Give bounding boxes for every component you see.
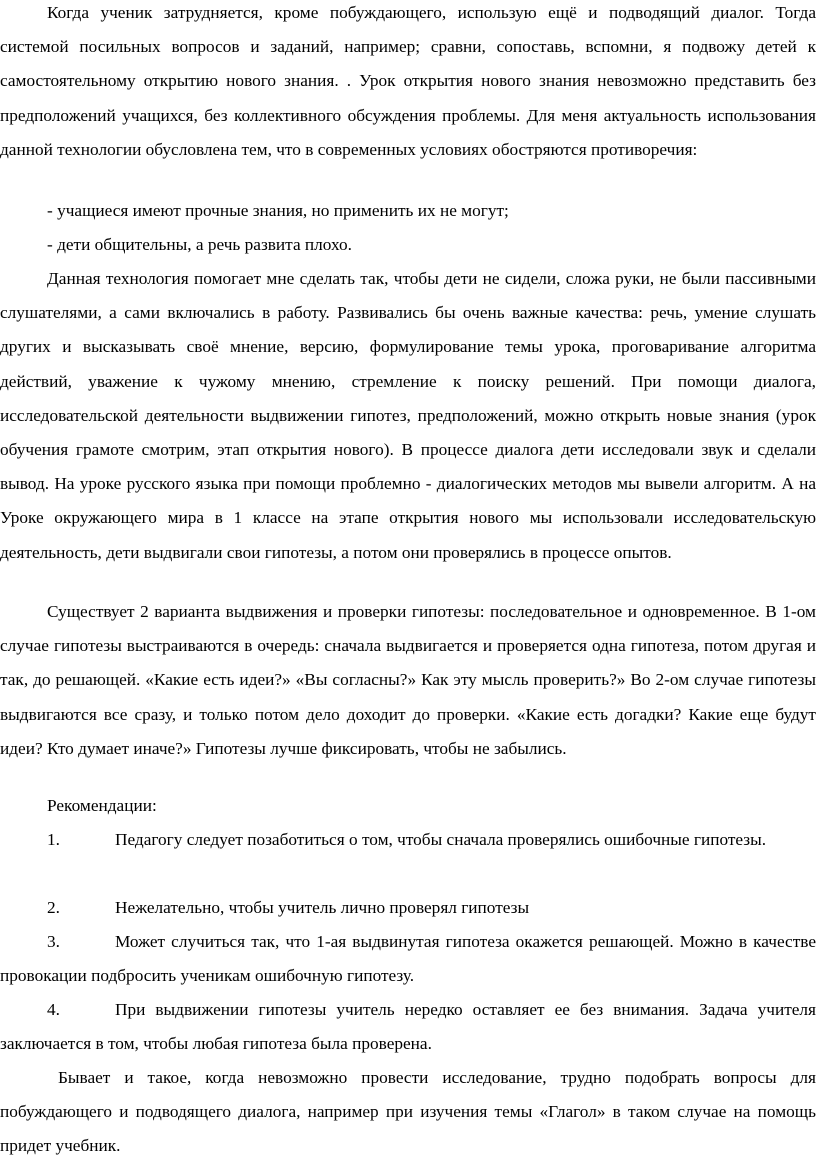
recommendation-text: Педагогу следует позаботиться о том, чтобы сначала проверялись ошибочные гипотезы. [115, 830, 767, 849]
recommendation-item-2 [0, 891, 816, 925]
recommendation-number: 1. [47, 830, 60, 849]
recommendation-number: 3. [47, 932, 60, 951]
recommendation-item-4 [0, 993, 816, 1061]
recommendation-item-1 [0, 823, 816, 857]
recommendation-text: Может случиться так, что 1-ая выдвинутая гипотеза окажется решающей. Можно в качестве провокации подбросить ученикам ошибочную гипотезу. [0, 932, 816, 986]
paragraph-hypothesis-variants: Существует 2 варианта выдвижения и проверки гипотезы: последовательное и одновременное. В 1-ом случае гипотезы выстраиваются в очередь: сначала выдвигается и проверяется одна гипотеза, потом другая и так, до решающей. «Какие есть идеи?» «Вы согласны?» Как эту мысль проверить?» Во 2-ом случае гипотезы выдвигаются все сразу, и только потом дело доходит до проверки. «Какие есть догадки? Какие еще будут идеи? Кто думает иначе?» Гипотезы лучше фиксировать, чтобы не забылись. [0, 602, 816, 758]
paragraph-technology-benefits: Данная технология помогает мне сделать так, чтобы дети не сидели, сложа руки, не были пассивными слушателями, а сами включались в работу. Развивались бы очень важные качества: речь, умение слушать других и высказывать своё мнение, версию, формулирование темы урока, проговаривание алгоритма действий, уважение к чужому мнению, стремление к поиску решений. При помощи диалога, исследовательской деятельности выдвижении гипотез, предположений, можно открыть новые знания (урок обучения грамоте смотрим, этап открытия нового). В процессе диалога дети исследовали звук и сделали вывод. На уроке русского языка при помощи проблемно - диалогических методов мы вывели алгоритм. А на Уроке окружающего мира в 1 классе на этапе открытия нового мы использовали исследовательскую деятельность, дети выдвигали свои гипотезы, а потом они проверялись в процессе опытов. [0, 269, 816, 562]
paragraph-dialog-intro: Когда ученик затрудняется, кроме побуждающего, использую ещё и подводящий диалог. Тогда системой посильных вопросов и заданий, например; сравни, сопоставь, вспомни, я подвожу детей к самостоятельному открытию нового знания. . Урок открытия нового знания невозможно представить без предположений учащихся, без коллективного обсуждения проблемы. Для меня актуальность использования данной технологии обусловлена тем, что в современных условиях обостряются противоречия: [0, 3, 816, 159]
recommendation-text: При выдвижении гипотезы учитель нередко оставляет ее без внимания. Задача учителя заключается в том, чтобы любая гипотеза была проверена. [0, 1000, 816, 1054]
recommendation-number: 2. [47, 898, 60, 917]
recommendation-item-3 [0, 925, 816, 993]
recommendation-text: Нежелательно, чтобы учитель лично проверял гипотезы [115, 898, 530, 917]
recommendations-heading: Рекомендации: [47, 796, 157, 815]
paragraph-textbook-help: Бывает и такое, когда невозможно провести исследование, трудно подобрать вопросы для побуждающего и подводящего диалога, например при изучения темы «Глагол» в таком случае на помощь придет учебник. [0, 1068, 816, 1156]
bullet-strong-knowledge: - учащиеся имеют прочные знания, но применить их не могут; [47, 201, 509, 220]
bullet-speech-poor: - дети общительны, а речь развита плохо. [47, 235, 352, 254]
recommendation-number: 4. [47, 1000, 60, 1019]
